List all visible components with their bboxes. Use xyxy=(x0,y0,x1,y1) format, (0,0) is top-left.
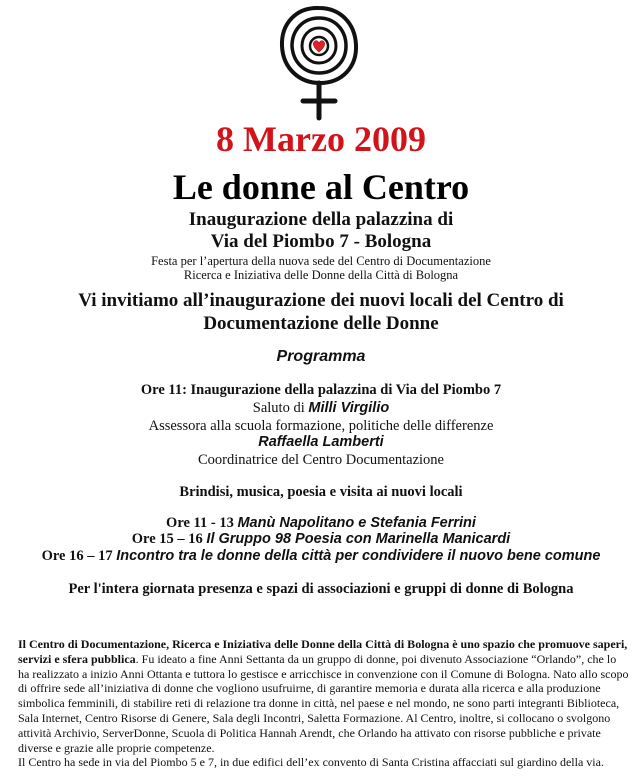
event-date: 8 Marzo 2009 xyxy=(216,119,426,159)
festa-line-2: Ricerca e Iniziativa delle Donne della Città di Bologna xyxy=(183,268,459,282)
page-title: Le donne al Centro xyxy=(172,167,470,207)
program-coordinatrice: Coordinatrice del Centro Documentazione xyxy=(197,452,444,468)
invitation-line-1: Vi invitiamo all’inaugurazione dei nuovi locali del Centro di xyxy=(78,290,564,311)
footer-paragraph xyxy=(18,637,630,755)
program-giornata: Per l'intera giornata presenza e spazi di associazioni e gruppi di donne di Bologna xyxy=(68,581,574,597)
program-event xyxy=(0,531,642,548)
program-brindisi: Brindisi, musica, poesia e visita ai nuovi locali xyxy=(179,484,463,500)
event-description: Manù Napolitano e Stefania Ferrini xyxy=(237,515,476,531)
subtitle-line-2: Via del Piombo 7 - Bologna xyxy=(210,231,432,252)
event-time: Ore 11 - 13 xyxy=(166,515,238,531)
footer-last-line: Il Centro ha sede in via del Piombo 5 e 7, in due edifici dell’ex convento di Santa Cristina affacciati sul giardino della via. xyxy=(18,755,604,770)
program-assessora: Assessora alla scuola formazione, politiche delle differenze xyxy=(148,418,494,434)
footer-description xyxy=(18,637,630,770)
venus-target-heart-icon xyxy=(276,4,362,122)
event-description: Incontro tra le donne della città per condividere il nuovo bene comune xyxy=(116,548,601,564)
footer-bold-intro: Il Centro di Documentazione, Ricerca e Iniziativa delle Donne della Città di Bologna è uno spazio che promuove saperi, servizi e sfera pubblica xyxy=(18,637,628,666)
heart-icon xyxy=(313,41,324,52)
program-item-opening: Ore 11: Inaugurazione della palazzina di Via del Piombo 7 xyxy=(140,382,502,398)
program-event xyxy=(0,548,642,565)
saluto-prefix: Saluto di xyxy=(252,400,309,416)
program-event xyxy=(0,515,642,532)
program-saluto xyxy=(0,400,642,417)
event-description: Il Gruppo 98 Poesia con Marinella Manicardi xyxy=(206,531,511,547)
subtitle-line-1: Inaugurazione della palazzina di xyxy=(188,209,454,230)
program-lamberti: Raffaella Lamberti xyxy=(258,434,384,450)
footer-body: . Fu ideato a fine Anni Settanta da un gruppo di donne, poi divenuto Associazione “Orlando”, che lo ha realizzato a inizio Anni Ottanta e tuttora lo gestisce e arricchisce in convenzione con il Comune di Bologna. Nato allo scopo di offrire sede all’iniziativa di donne che vogliono usufruirne, di garantire memoria e durata alla ricerca e alla produzione simbolica femminili, di stabilire reti di relazione tra donne in città, nel paese e nel mondo, ne sono parti integranti Biblioteca, Sala Internet, Centro Risorse di Genere, Sala degli Incontri, Saletta Formazione. Al Centro, inoltre, si collocano o svolgono attività Archivio, ServerDonne, Scuola di Politica Hannah Arendt, che Orlando ha attivato con risorse pubbliche e private diverse e grazie alle proprie competenze. xyxy=(18,651,629,755)
event-time: Ore 16 – 17 xyxy=(41,548,117,564)
program-heading: Programma xyxy=(276,348,366,365)
invitation-line-2: Documentazione delle Donne xyxy=(203,313,439,334)
event-time: Ore 15 – 16 xyxy=(131,531,207,547)
saluto-name: Milli Virgilio xyxy=(308,400,390,416)
festa-line-1: Festa per l’apertura della nuova sede del Centro di Documentazione xyxy=(151,254,491,268)
